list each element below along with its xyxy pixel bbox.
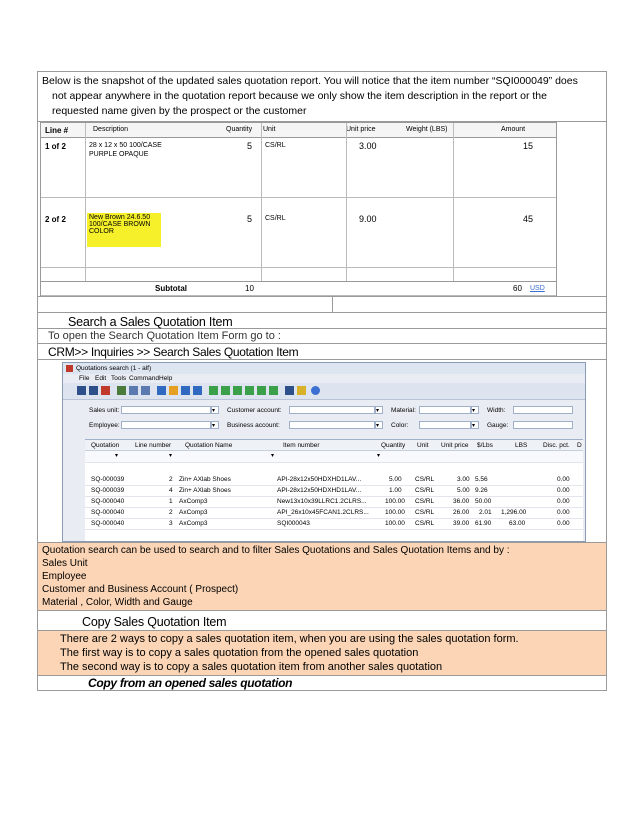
menu-tools[interactable]: Tools	[111, 375, 127, 382]
sales-unit-dropdown[interactable]: ▾	[211, 406, 219, 414]
gauge-input[interactable]	[513, 421, 573, 429]
quotation-report	[40, 122, 557, 296]
search-instruction: To open the Search Quotation Item Form go to :	[37, 328, 607, 343]
preview-icon[interactable]	[129, 386, 138, 395]
employee-label: Employee:	[89, 422, 120, 429]
material-input[interactable]	[419, 406, 471, 414]
col-unit-price: Unit price	[346, 126, 376, 133]
intro-line-1: Below is the snapshot of the updated sales quotation report. You will notice that the item number “SQI000049” does	[42, 75, 578, 87]
next-page-icon[interactable]	[257, 386, 266, 395]
table-row[interactable]: SQ-000040 3 AxComp3 SQI000043 100.00 CS/RL 39.00 61.90 63.00 0.00	[85, 518, 583, 530]
help-icon[interactable]	[311, 386, 320, 395]
report-header	[41, 123, 556, 138]
copy-subheading: Copy from an opened sales quotation	[37, 675, 607, 691]
table-row[interactable]: SQ-000040 1 AxComp3 New13x10x39LLRC1.2CLRS... 100.00 CS/RL 36.00 50.00 0.00	[85, 496, 583, 508]
sales-unit-input[interactable]	[121, 406, 211, 414]
window-title: Quotations search (1 - alf)	[76, 365, 152, 372]
menu-help[interactable]: Help	[159, 375, 173, 382]
menu-edit[interactable]: Edit	[95, 375, 107, 382]
new-icon[interactable]	[77, 386, 86, 395]
quotation-search-screenshot	[37, 359, 607, 542]
chevron-down-icon[interactable]: ▾	[377, 453, 381, 459]
table-row[interactable]: SQ-000039 2 Zin+ AXlab Shoes API-28x12x50HDXHD1LAV... 5.00 CS/RL 3.00 5.56 0.00	[85, 474, 583, 486]
chevron-down-icon[interactable]: ▾	[169, 453, 173, 459]
intro-line-2: not appear anywhere in the quotation report because we only show the item description in the report or the	[52, 90, 547, 102]
alert-icon[interactable]	[297, 386, 306, 395]
last-record-icon[interactable]	[269, 386, 278, 395]
copy-icon[interactable]	[141, 386, 150, 395]
col-weight: Weight (LBS)	[406, 126, 448, 133]
employee-input[interactable]	[121, 421, 211, 429]
previous-record-icon[interactable]	[233, 386, 242, 395]
advanced-filter-icon[interactable]	[181, 386, 190, 395]
grid-header: Quotation Line number Quotation Name Item number Quantity Unit Unit price $/Lbs LBS Disc. pct. D	[85, 440, 583, 451]
print-icon[interactable]	[117, 386, 126, 395]
quotations-search-window	[62, 362, 586, 542]
filter-icon[interactable]	[157, 386, 166, 395]
grid-filter-row[interactable]	[85, 451, 583, 463]
material-label: Material:	[391, 407, 416, 414]
copy-description: There are 2 ways to copy a sales quotation item, when you are using the sales quotation form. The first way is to copy a sales quotation from the opened sales quotation The second way is to copy a sales quotation item from another sales quotation	[37, 630, 607, 675]
width-label: Width:	[487, 407, 506, 414]
delete-icon[interactable]	[101, 386, 110, 395]
customer-account-dropdown[interactable]: ▾	[375, 406, 383, 414]
col-quantity: Quantity	[226, 126, 253, 133]
save-icon[interactable]	[89, 386, 98, 395]
col-line: Line #	[45, 126, 69, 135]
menu-file[interactable]: File	[79, 375, 90, 382]
document-icon[interactable]	[285, 386, 294, 395]
empty-split-row	[37, 296, 607, 312]
employee-dropdown[interactable]: ▾	[211, 421, 219, 429]
business-account-dropdown[interactable]: ▾	[375, 421, 383, 429]
col-unit: Unit	[263, 126, 276, 133]
app-icon	[66, 365, 73, 372]
report-row-2: 2 of 2 New Brown 24.6.50 100/CASE BROWN COLOR 5 CS/RL 9.00 45	[41, 197, 556, 268]
currency-link[interactable]: USD	[530, 285, 545, 292]
material-dropdown[interactable]: ▾	[471, 406, 479, 414]
search-menu-path: CRM>> Inquiries >> Search Sales Quotation Item	[37, 343, 607, 359]
gauge-label: Gauge:	[487, 422, 509, 429]
previous-page-icon[interactable]	[221, 386, 230, 395]
customer-account-input[interactable]	[289, 406, 375, 414]
quotation-report-snapshot	[37, 121, 607, 296]
window-title-bar	[63, 363, 585, 374]
table-row[interactable]: SQ-000040 2 AxComp3 API_26x10x45FCAN1.2CLRS... 100.00 CS/RL 26.00 2.01 1,296.00 0.00	[85, 507, 583, 519]
col-amount: Amount	[501, 126, 526, 133]
chevron-down-icon[interactable]: ▾	[115, 453, 119, 459]
intro-line-3: requested name given by the prospect or the customer	[52, 105, 307, 117]
filter-info: Quotation search can be used to search and to filter Sales Quotations and Sales Quotation Items and by : Sales Unit Employee Customer and Business Account ( Prospect) Material , Color, Width and Gauge	[37, 542, 607, 610]
menu-command[interactable]: Command	[129, 375, 159, 382]
report-subtotal-row: Subtotal 10 60 USD	[41, 281, 556, 296]
toolbar	[63, 383, 585, 400]
table-row[interactable]: SQ-000039 4 Zin+ AXlab Shoes API-28x12x50HDXHD1LAV... 1.00 CS/RL 5.00 9.26 0.00	[85, 485, 583, 497]
next-record-icon[interactable]	[245, 386, 254, 395]
chevron-down-icon[interactable]: ▾	[271, 453, 275, 459]
remove-filter-icon[interactable]	[193, 386, 202, 395]
filter-selection-icon[interactable]	[169, 386, 178, 395]
customer-account-label: Customer account:	[227, 407, 282, 414]
copy-heading: Copy Sales Quotation Item	[37, 610, 607, 630]
results-grid	[85, 439, 583, 542]
report-row-1: 1 of 2 28 x 12 x 50 100/CASE PURPLE OPAQUE 5 CS/RL 3.00 15	[41, 137, 556, 198]
search-heading: Search a Sales Quotation Item	[37, 312, 607, 328]
business-account-input[interactable]	[289, 421, 375, 429]
intro-paragraph	[37, 71, 607, 121]
color-dropdown[interactable]: ▾	[471, 421, 479, 429]
document	[37, 71, 607, 691]
width-input[interactable]	[513, 406, 573, 414]
color-input[interactable]	[419, 421, 471, 429]
first-record-icon[interactable]	[209, 386, 218, 395]
color-label: Color:	[391, 422, 409, 429]
col-description: Description	[93, 126, 129, 133]
highlighted-description: New Brown 24.6.50 100/CASE BROWN COLOR	[87, 213, 161, 247]
menu-bar	[63, 374, 585, 383]
business-account-label: Business account:	[227, 422, 280, 429]
sales-unit-label: Sales unit:	[89, 407, 120, 414]
